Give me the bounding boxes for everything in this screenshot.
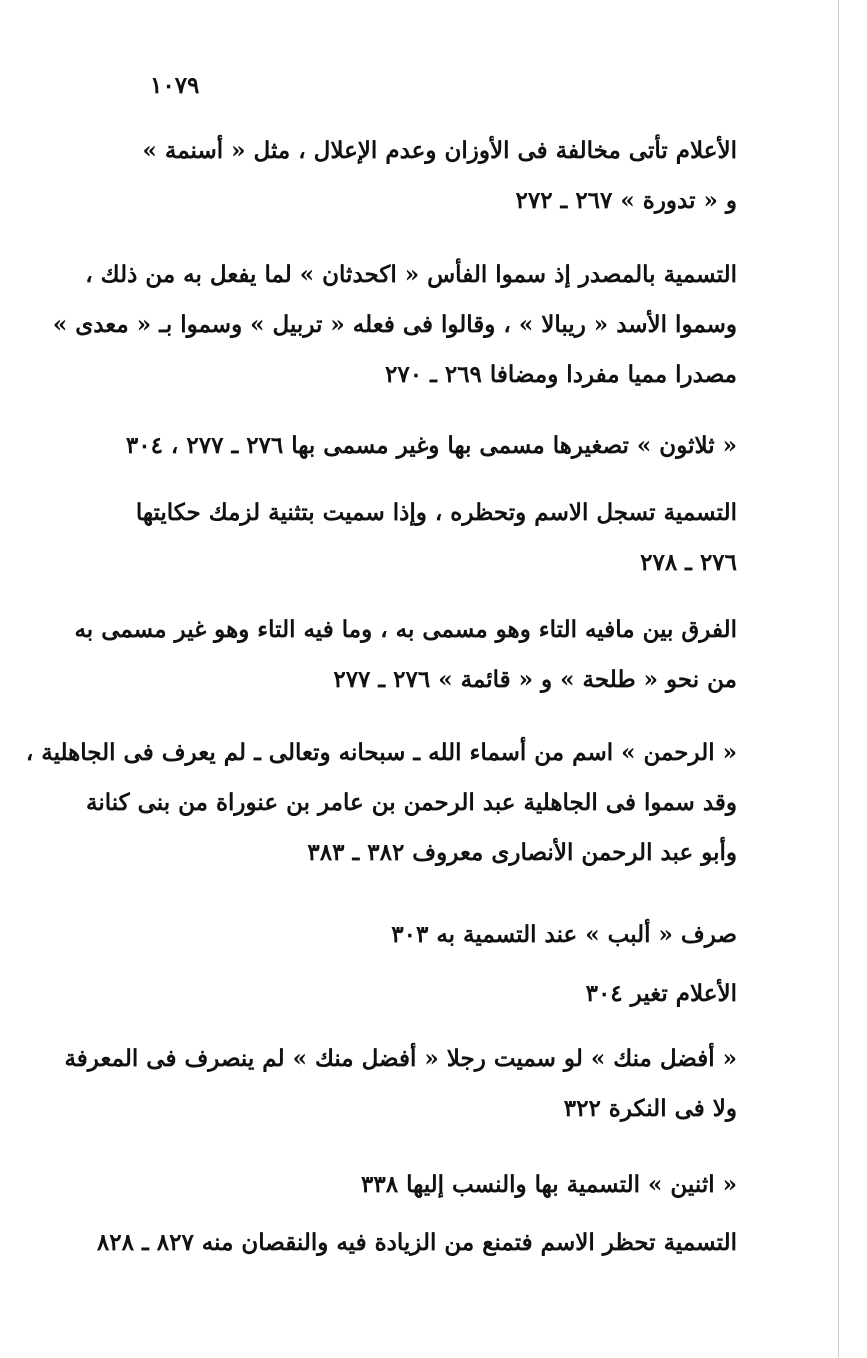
entry-line: مصدرا مميا مفردا ومضافا ٢٦٩ ـ ٢٧٠ xyxy=(385,361,737,388)
index-entry xyxy=(74,605,737,705)
entry-line: ٢٧٦ ـ ٢٧٨ xyxy=(640,549,737,576)
page-number: ١٠٧٩ xyxy=(150,72,200,99)
index-entry xyxy=(53,250,737,400)
entry-line: « اثنين » التسمية بها والنسب إليها ٣٣٨ xyxy=(361,1171,737,1198)
index-entry xyxy=(64,1034,737,1134)
entry-line: وسموا الأسد « ريبالا » ، وقالوا فى فعله « تربيل » وسموا بـ « معدى » xyxy=(52,311,737,338)
entry-line: الفرق بين مافيه التاء وهو مسمى به ، وما فيه التاء وهو غير مسمى به xyxy=(74,616,737,643)
entry-line: من نحو « طلحة » و « قائمة » ٢٧٦ ـ ٢٧٧ xyxy=(333,666,737,693)
index-entry xyxy=(126,421,737,471)
entry-line: التسمية بالمصدر إذ سموا الفأس « اكحدثان » لما يفعل به من ذلك ، xyxy=(85,261,737,288)
entry-line: « الرحمن » اسم من أسماء الله ـ سبحانه وتعالى ـ لم يعرف فى الجاهلية ، xyxy=(25,739,737,766)
entry-line: وأبو عبد الرحمن الأنصارى معروف ٣٨٢ ـ ٣٨٣ xyxy=(307,839,737,866)
entry-line: الأعلام تغير ٣٠٤ xyxy=(585,980,737,1007)
entry-line: « أفضل منك » لو سميت رجلا « أفضل منك » لم ينصرف فى المعرفة xyxy=(64,1045,737,1072)
entry-line: صرف « ألبب » عند التسمية به ٣٠٣ xyxy=(391,921,737,948)
entry-line: « ثلاثون » تصغيرها مسمى بها وغير مسمى بها ٢٧٦ ـ ٢٧٧ ، ٣٠٤ xyxy=(125,432,737,459)
entry-line: ولا فى النكرة ٣٢٢ xyxy=(563,1095,737,1122)
entry-line: التسمية تسجل الاسم وتحظره ، وإذا سميت بتثنية لزمك حكايتها xyxy=(135,499,737,526)
index-entry xyxy=(97,1218,737,1268)
entry-line: وقد سموا فى الجاهلية عبد الرحمن بن عامر بن عنوراة من بنى كنانة xyxy=(85,789,737,816)
index-entry xyxy=(136,488,737,588)
entry-line: الأعلام تأتى مخالفة فى الأوزان وعدم الإعلال ، مثل « أسنمة » xyxy=(142,137,737,164)
entry-line: التسمية تحظر الاسم فتمنع من الزيادة فيه والنقصان منه ٨٢٧ ـ ٨٢٨ xyxy=(96,1229,737,1256)
index-entry xyxy=(586,969,737,1019)
index-entry xyxy=(361,1160,737,1210)
index-entry xyxy=(391,910,737,960)
index-entry xyxy=(143,126,737,226)
entry-line: و « تدورة » ٢٦٧ ـ ٢٧٢ xyxy=(515,187,737,214)
page-edge-line xyxy=(838,0,839,1358)
index-entry xyxy=(26,728,737,878)
